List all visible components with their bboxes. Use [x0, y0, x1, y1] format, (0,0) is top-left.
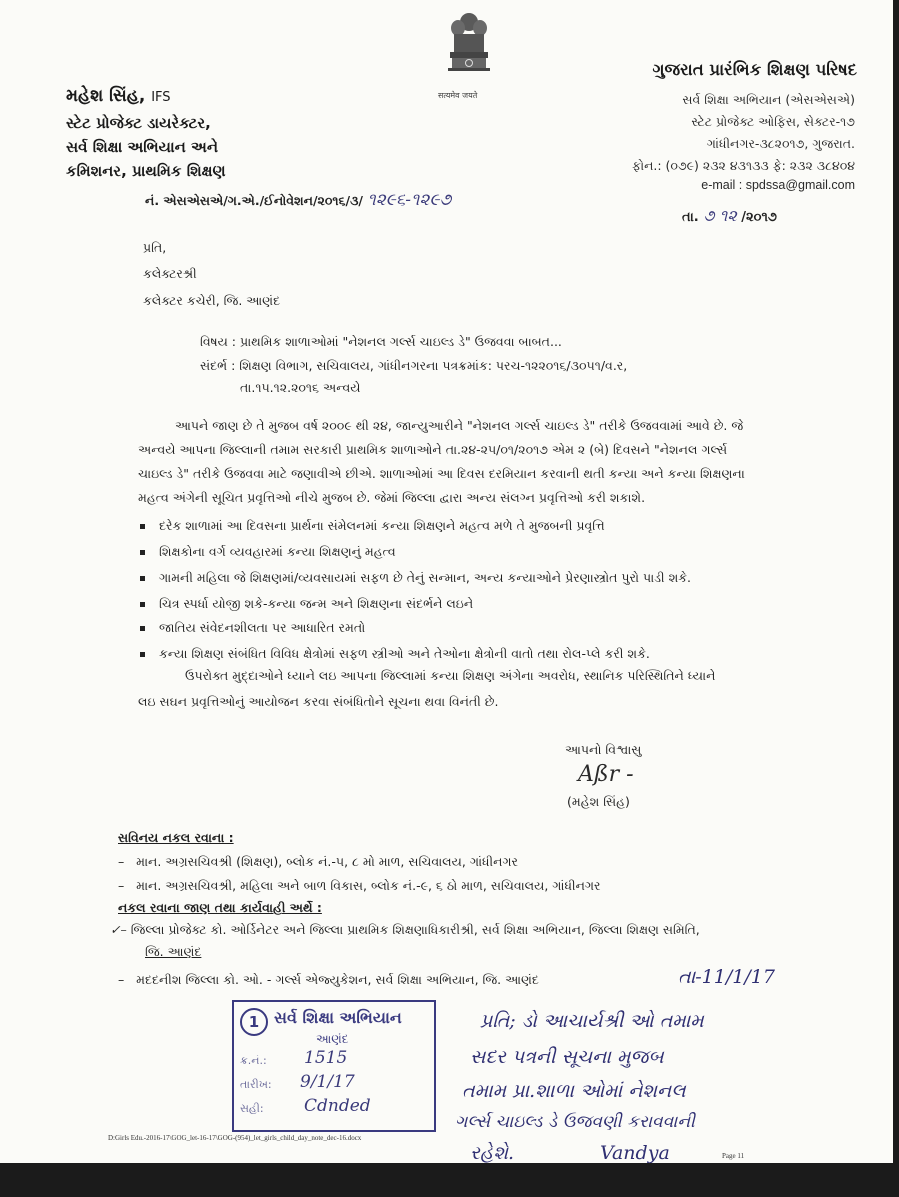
- emblem-motto: सत्यमेव जयते: [438, 91, 478, 100]
- list-item-text: ચિત્ર સ્પર્ધા યોજી શકે-કન્યા જન્મ અને શિક્ષણના સંદર્ભને લઇને: [159, 596, 474, 611]
- list-item: [140, 646, 650, 662]
- stamp-date-label: તારીખ:: [240, 1078, 272, 1091]
- copy-item-4-text: મદદનીશ જિલ્લા કો. ઓ. - ગર્લ્સ એજ્યુકેશન, સર્વ શિક્ષા અભિયાન, જિ. આણંદ: [136, 972, 539, 987]
- body-paragraph-1-line-1: આપને જાણ છે તે મુજબ વર્ષ ૨૦૦૯ થી ૨૪, જાન્યુઆરીને "નેશનલ ગર્લ્સ ચાઇલ્ડ ડે" તરીકે ઉજવવામાં આવે છે. જે: [175, 418, 744, 433]
- reference-line: સંદર્ભ : શિક્ષણ વિભાગ, સચિવાલય, ગાંધીનગરના પત્રક્રમાંક: પરચ-૧૨૨૦૧૬/૩૦૫૧/વ.ર,: [200, 358, 628, 373]
- body-paragraph-1-line-2: અન્વયે આપના જિલ્લાની તમામ સરકારી પ્રાથમિક શાળાઓને તા.૨૪-૨૫/૦૧/૨૦૧૭ એમ ૨ (બે) દિવસને "નેશનલ ગર્લ્સ: [138, 442, 728, 457]
- sender-title-3: કમિશનર, પ્રાથમિક શિક્ષણ: [66, 162, 226, 180]
- date-year: /૨૦૧૭: [741, 210, 777, 225]
- date-handwritten: ૭ ૧૨: [703, 206, 737, 225]
- copy-heading-1: સવિનય નકલ રવાના :: [118, 830, 234, 845]
- addressee-line-1: પ્રતિ,: [143, 240, 167, 255]
- bullet-icon: [140, 602, 145, 607]
- list-item-text: જાતિય સંવેદનશીલતા પર આધારિત રમતો: [159, 620, 366, 635]
- bullet-icon: [140, 524, 145, 529]
- handnote-line-1: પ્રતિ; ડો આચાર્યશ્રી ઓ તમામ: [480, 1010, 704, 1032]
- letter-date: [682, 206, 777, 226]
- copy-item-1: – માન. અગ્રસચિવશ્રી (શિક્ષણ), બ્લોક નં.-૫, ૮ મો માળ, સચિવાલય, ગાંધીનગર: [118, 854, 518, 869]
- check-mark-icon: ✓–: [110, 922, 127, 937]
- national-emblem-icon: [440, 6, 498, 86]
- stamp-no-label: ક્ર.નં.:: [240, 1054, 267, 1067]
- stamp-place: આણંદ: [316, 1032, 349, 1046]
- bullet-icon: [140, 550, 145, 555]
- bullet-icon: [140, 576, 145, 581]
- body-paragraph-2-line-1: ઉપરોક્ત મુદ્દાઓને ધ્યાને લઇ આપના જિલ્લામાં કન્યા શિક્ષણ અંગેના અવરોધ, સ્થાનિક પરિસ્થિતિને ધ્યાને: [185, 668, 716, 683]
- addressee-line-3: કલેક્ટર કચેરી, જિ. આણંદ: [143, 293, 281, 308]
- reference-date-line: તા.૧૫.૧૨.૨૦૧૬ અન્વયે: [240, 380, 361, 395]
- closing-regards: આપનો વિશ્વાસુ: [565, 742, 642, 757]
- handnote-line-5: રહેશે.: [470, 1142, 515, 1163]
- list-item: [140, 620, 365, 636]
- list-item: [140, 570, 691, 586]
- list-item-text: કન્યા શિક્ષણ સંબંધિત વિવિધ ક્ષેત્રોમાં સફળ સ્ત્રીઓ અને તેઓના ક્ષેત્રોની વાતો તથા રોલ-પ્લે કરી શકે.: [159, 646, 650, 661]
- org-phone: ફોન.: (૦૭૯) ૨૩૨ ૪૩૧૩૩ ફે: ૨૩૨ ૩૮૪૦૪: [632, 158, 855, 173]
- inward-stamp: [232, 1000, 436, 1132]
- org-line-2: સ્ટેટ પ્રોજેક્ટ ઓફિસ, સેક્ટર-૧૭: [691, 114, 855, 129]
- reference-number-handwritten: ૧૨૯૬-૧૨૯૭: [367, 190, 452, 210]
- body-paragraph-2-line-2: લઇ સઘન પ્રવૃત્તિઓનું આયોજન કરવા સંબંધિતોને સૂચના થવા વિનંતી છે.: [138, 694, 499, 709]
- org-line-3: ગાંધીનગર-૩૮૨૦૧૭, ગુજરાત.: [706, 136, 855, 151]
- stamp-title: સર્વ શિક્ષા અભિયાન: [274, 1008, 402, 1027]
- footer-page-number: Page 11: [722, 1152, 745, 1160]
- body-paragraph-1-line-3: ચાઇલ્ડ ડે" તરીકે ઉજવવા માટે જણાવીએ છીએ. શાળાઓમાં આ દિવસ દરમિયાન કરવાની થતી કન્યા અને કન્યા શિક્ષણના: [138, 466, 745, 481]
- stamp-sign-value: Cdnded: [304, 1096, 371, 1116]
- bullet-icon: [140, 626, 145, 631]
- sender-name: [66, 86, 171, 106]
- list-item: [140, 596, 473, 612]
- copy-item-3-text: જિલ્લા પ્રોજેક્ટ કો. ઓર્ડિનેટર અને જિલ્લા પ્રાથમિક શિક્ષણાધિકારીશ્રી, સર્વ શિક્ષા અભિયાન, જિલ્લા શિક્ષણ સમિતિ,: [130, 922, 700, 937]
- stamp-number-circle: 1: [240, 1008, 268, 1036]
- copy-item-3: [110, 922, 700, 938]
- list-item: [140, 518, 605, 534]
- bullet-icon: [140, 652, 145, 657]
- stamp-no-value: 1515: [304, 1048, 348, 1068]
- stamp-date-value: 9/1/17: [300, 1072, 355, 1092]
- handnote-date: તા-11/1/17: [678, 966, 775, 988]
- copy-item-2: – માન. અગ્રસચિવશ્રી, મહિલા અને બાળ વિકાસ, બ્લોક નં.-૯, ૬ ઠો માળ, સચિવાલય, ગાંધીનગર: [118, 878, 601, 893]
- reference-number-printed: નં. એસએસએ/ગ.એ./ઈનોવેશન/૨૦૧૬/૩/: [145, 193, 364, 208]
- subject-line: વિષય : પ્રાથમિક શાળાઓમાં "નેશનલ ગર્લ્સ ચાઇલ્ડ ડે" ઉજવવા બાબત...: [200, 334, 562, 349]
- copy-item-4: – મદદનીશ જિલ્લા કો. ઓ. - ગર્લ્સ એજ્યુકેશન, સર્વ શિક્ષા અભિયાન, જિ. આણંદ: [118, 972, 539, 987]
- list-item-text: શિક્ષકોના વર્ગ વ્યવહારમાં કન્યા શિક્ષણનું મહત્વ: [159, 544, 396, 559]
- handnote-signature: Vandya: [600, 1142, 670, 1163]
- org-title: ગુજરાત પ્રારંભિક શિક્ષણ પરિષદ: [652, 60, 857, 79]
- sender-name-text: મહેશ સિંહ,: [66, 86, 146, 106]
- signature: Aßr -: [578, 762, 634, 787]
- reference-number: [145, 190, 451, 210]
- body-paragraph-1-line-4: મહત્વ અંગેની સૂચિત પ્રવૃત્તિઓ નીચે મુજબ છે. જેમાં જિલ્લા દ્વારા અન્ય સંલગ્ન પ્રવૃત્તિઓ કરી શકાશે.: [138, 490, 646, 505]
- footer-file-path: D:Girls Edu.-2016-17\GOG_let-16-17\GOG-(954)_let_girls_child_day_note_dec-16.docx: [108, 1134, 362, 1142]
- org-email: e-mail : spdssa@gmail.com: [701, 178, 855, 192]
- sender-title-2: સર્વ શિક્ષા અભિયાન અને: [66, 138, 219, 156]
- copy-item-1-text: માન. અગ્રસચિવશ્રી (શિક્ષણ), બ્લોક નં.-૫, ૮ મો માળ, સચિવાલય, ગાંધીનગર: [136, 854, 518, 869]
- sender-name-suffix: IFS: [151, 90, 171, 105]
- signatory-name: (મહેશ સિંહ): [567, 794, 630, 809]
- handnote-line-2: સદર પત્રની સૂચના મુજબ: [470, 1046, 664, 1068]
- copy-item-3-district: જિ. આણંદ: [145, 944, 202, 959]
- date-prefix: તા.: [682, 210, 699, 225]
- list-item-text: ગામની મહિલા જે શિક્ષણમાં/વ્યવસાયમાં સફળ છે તેનું સન્માન, અન્ય કન્યાઓને પ્રેરણાસ્ત્રોત પુરો પાડી શકે.: [159, 570, 692, 585]
- national-emblem: [438, 6, 498, 100]
- handnote-line-4: ગર્લ્સ ચાઇલ્ડ ડે ઉજવણી કરાવવાની: [455, 1112, 695, 1132]
- copy-item-2-text: માન. અગ્રસચિવશ્રી, મહિલા અને બાળ વિકાસ, બ્લોક નં.-૯, ૬ ઠો માળ, સચિવાલય, ગાંધીનગર: [136, 878, 601, 893]
- org-line-1: સર્વ શિક્ષા અભિયાન (એસએસએ): [682, 92, 855, 107]
- sender-title-1: સ્ટેટ પ્રોજેક્ટ ડાયરેક્ટર,: [66, 114, 211, 132]
- handnote-line-3: તમામ પ્રા.શાળા ઓમાં નેશનલ: [462, 1080, 686, 1102]
- stamp-sign-label: સહી:: [240, 1102, 264, 1115]
- bottom-bar: [0, 1163, 899, 1197]
- list-item-text: દરેક શાળામાં આ દિવસના પ્રાર્થના સંમેલનમાં કન્યા શિક્ષણને મહત્વ મળે તે મુજબની પ્રવૃત્તિ: [159, 518, 605, 533]
- list-item: [140, 544, 396, 560]
- addressee-line-2: કલેક્ટરશ્રી: [143, 266, 197, 281]
- copy-heading-2: નકલ રવાના જાણ તથા કાર્યવાહી અર્થે :: [118, 900, 322, 915]
